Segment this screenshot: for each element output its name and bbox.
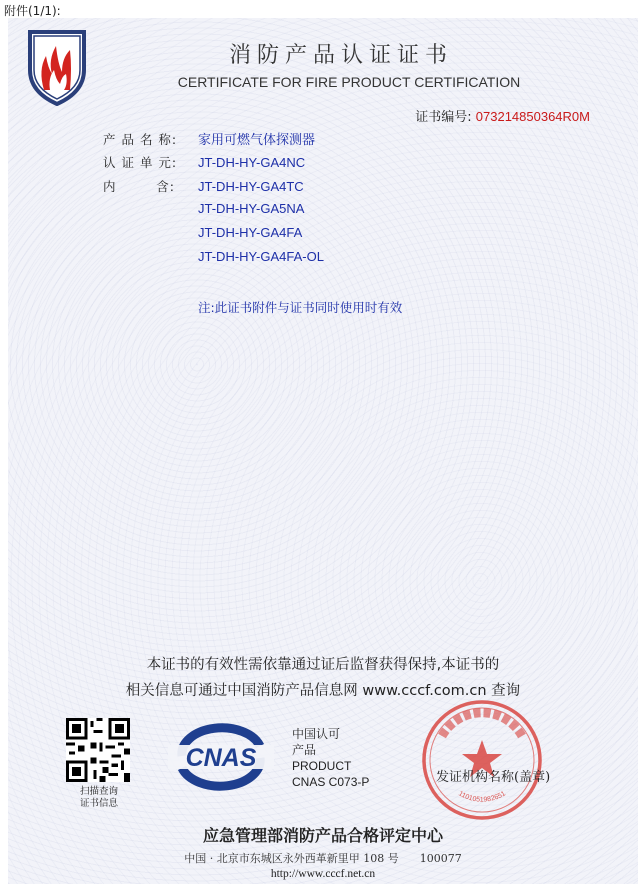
title-chinese: 消防产品认证证书: [228, 43, 453, 68]
address: 中国 · 北京市东城区永外西革新里甲 108 号 100077: [184, 852, 462, 865]
qr-caption-line: 扫描查询: [79, 786, 118, 797]
qr-caption: [60, 786, 138, 810]
validity-line: 本证书的有效性需依靠通过证后监督获得保持,本证书的: [146, 657, 500, 673]
contents-row: [103, 177, 304, 195]
cnas-line: PRODUCT: [292, 759, 352, 773]
product-name-label: 产 品 名 称:: [103, 132, 178, 147]
seal-number: 1101051982651: [457, 790, 507, 804]
cnas-line: 产品: [292, 743, 317, 757]
cert-unit-row: [103, 153, 305, 171]
contents-label: 内 含:: [103, 179, 175, 194]
issuing-center-name: 应急管理部消防产品合格评定中心: [202, 826, 443, 845]
certificate-sheet: [8, 18, 638, 884]
svg-text:1101051982651: [457, 790, 507, 803]
product-name-row: [103, 129, 315, 148]
issuer-label: 发证机构名称(盖章): [436, 770, 551, 785]
official-seal-icon: [418, 696, 546, 824]
qr-code-icon: [66, 718, 130, 782]
certificate-number: [415, 106, 590, 125]
website-link[interactable]: http://www.cccf.net.cn: [270, 868, 376, 880]
cnas-logo-text: CNAS: [185, 744, 257, 772]
cnas-text: [292, 726, 369, 790]
certificate-number-label: 证书编号:: [415, 110, 472, 125]
contents-item: JT-DH-HY-GA4FA-OL: [198, 249, 324, 264]
contents-item: JT-DH-HY-GA4TC: [198, 179, 304, 194]
cert-unit-value: JT-DH-HY-GA4NC: [198, 155, 306, 170]
cnas-line: CNAS C073-P: [292, 775, 370, 789]
attachment-label: 附件(1/1):: [4, 4, 61, 18]
product-name-value: 家用可燃气体探测器: [198, 132, 316, 147]
qr-caption-line: 证书信息: [79, 798, 118, 809]
validity-line: 相关信息可通过中国消防产品信息网 www.cccf.com.cn 查询: [125, 683, 521, 699]
attachment-note: 注:此证书附件与证书同时使用时有效: [198, 300, 403, 315]
contents-item: JT-DH-HY-GA4FA: [198, 225, 303, 240]
contents-item: JT-DH-HY-GA5NA: [198, 201, 305, 216]
title-english: CERTIFICATE FOR FIRE PRODUCT CERTIFICATION: [177, 74, 521, 90]
certificate-number-value: 073214850364R0M: [475, 109, 590, 124]
cert-unit-label: 认 证 单 元:: [103, 155, 178, 170]
cnas-logo: [168, 718, 274, 794]
cnas-line: 中国认可: [292, 727, 341, 741]
